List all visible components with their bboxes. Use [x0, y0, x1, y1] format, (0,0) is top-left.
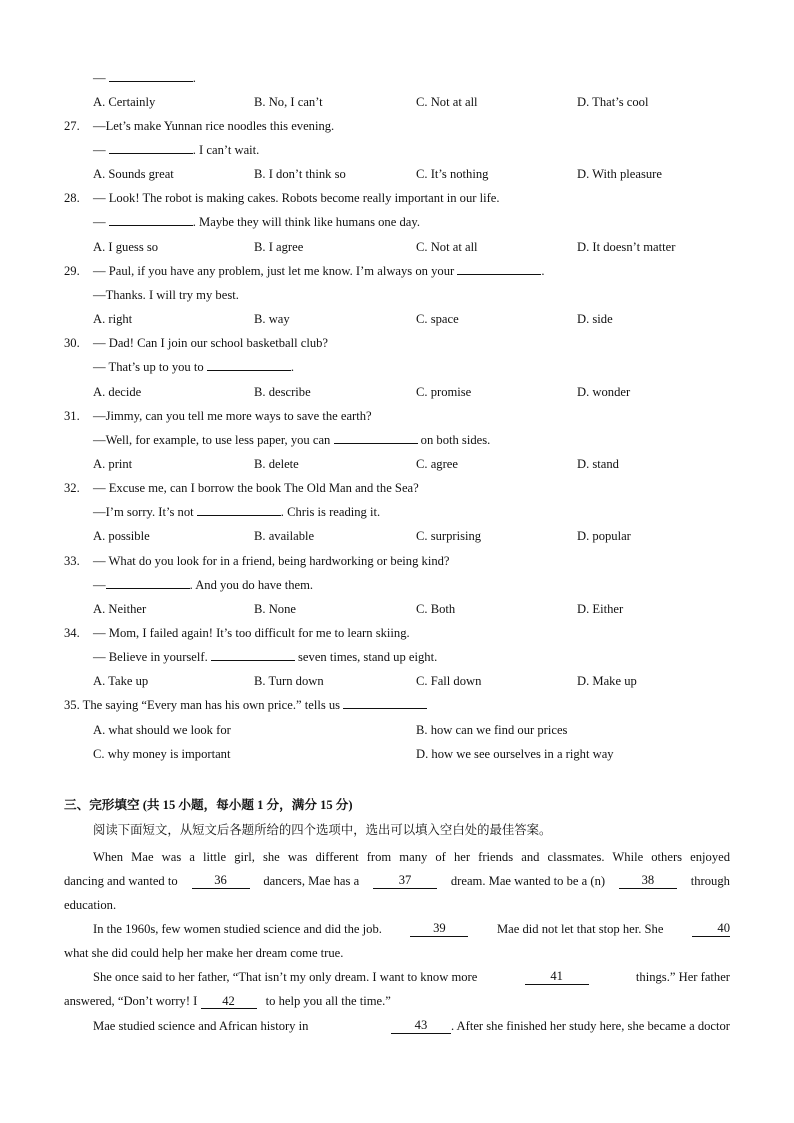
q33-option-a[interactable]: A. Neither — [93, 602, 147, 616]
q27-option-d[interactable]: D. With pleasure — [577, 167, 662, 181]
q33-answer-line: — . And you do have them. — [93, 578, 314, 592]
q28-option-a[interactable]: A. I guess so — [93, 240, 159, 254]
q35-prompt: 35. The saying “Every man has his own price.” tells us — [64, 697, 427, 713]
q35-blank[interactable] — [343, 697, 427, 709]
passage-p2-line2: what she did could help her make her dream come true. — [64, 946, 344, 960]
q33-option-c[interactable]: C. Both — [416, 602, 456, 616]
q32-blank[interactable] — [197, 504, 281, 516]
q30-option-a[interactable]: A. decide — [93, 385, 142, 399]
q34-answer-line: — Believe in yourself. seven times, stand up eight. — [93, 650, 438, 664]
q29-reply: —Thanks. I will try my best. — [93, 288, 239, 302]
q34-blank[interactable] — [211, 649, 295, 661]
q33-option-d[interactable]: D. Either — [577, 602, 624, 616]
q29-option-b[interactable]: B. way — [254, 312, 290, 326]
q32-option-d[interactable]: D. popular — [577, 529, 631, 543]
q31-blank[interactable] — [334, 432, 418, 444]
q31-answer-line: —Well, for example, to use less paper, you can on both sides. — [93, 433, 491, 447]
q31-number: 31. — [64, 409, 80, 423]
q33-blank[interactable] — [106, 577, 190, 589]
blank-41[interactable]: 41 — [525, 969, 589, 985]
q34-option-d[interactable]: D. Make up — [577, 674, 637, 688]
q28-option-d[interactable]: D. It doesn’t matter — [577, 240, 676, 254]
q35-option-c[interactable]: C. why money is important — [93, 747, 231, 761]
q35-option-a[interactable]: A. what should we look for — [93, 723, 231, 737]
q34-number: 34. — [64, 626, 80, 640]
q26-option-b[interactable]: B. No, I can’t — [254, 95, 323, 109]
q27-prompt: —Let’s make Yunnan rice noodles this evening. — [93, 119, 335, 133]
q27-blank[interactable] — [109, 142, 193, 154]
q30-answer-line: — That’s up to you to . — [93, 360, 294, 374]
q32-option-a[interactable]: A. possible — [93, 529, 150, 543]
q32-option-b[interactable]: B. available — [254, 529, 315, 543]
q32-number: 32. — [64, 481, 80, 495]
q29-number: 29. — [64, 264, 80, 278]
q33-number: 33. — [64, 554, 80, 568]
q35-option-d[interactable]: D. how we see ourselves in a right way — [416, 747, 614, 761]
passage-p1-line1: When Mae was a little girl, she was different from many of her friends and classmates. While others enjoyed — [93, 850, 730, 864]
q26-option-d[interactable]: D. That’s cool — [577, 95, 649, 109]
q27-option-b[interactable]: B. I don’t think so — [254, 167, 346, 181]
blank-38[interactable]: 38 — [619, 873, 677, 889]
q35-option-b[interactable]: B. how can we find our prices — [416, 723, 568, 737]
blank-43[interactable]: 43 — [391, 1018, 451, 1034]
blank-37[interactable]: 37 — [373, 873, 437, 889]
q32-prompt: — Excuse me, can I borrow the book The Old Man and the Sea? — [93, 481, 419, 495]
blank-40[interactable]: 40 — [692, 921, 730, 937]
q30-blank[interactable] — [207, 359, 291, 371]
blank-42[interactable]: 42 — [201, 994, 257, 1009]
passage-p2-line1: In the 1960s, few women studied science and did the job. 39 Mae did not let that stop her. She 40 — [93, 921, 730, 936]
passage-p1-line3: education. — [64, 898, 117, 912]
q30-option-c[interactable]: C. promise — [416, 385, 472, 399]
q32-option-c[interactable]: C. surprising — [416, 529, 482, 543]
q29-option-d[interactable]: D. side — [577, 312, 613, 326]
q28-number: 28. — [64, 191, 80, 205]
passage-p3-line1: She once said to her father, “That isn’t my only dream. I want to know more 41 things.” Her father — [93, 969, 730, 984]
passage-p4-line1: Mae studied science and African history in 43 . After she finished her study here, she became a doctor — [93, 1018, 730, 1033]
q31-option-c[interactable]: C. agree — [416, 457, 458, 471]
blank-39[interactable]: 39 — [410, 921, 468, 937]
q29-prompt: — Paul, if you have any problem, just let me know. I’m always on your . — [93, 264, 545, 278]
q28-answer-line: — . Maybe they will think like humans one day. — [93, 215, 420, 229]
section-title: 三、完形填空 (共 15 小题，每小题 1 分，满分 15 分) — [64, 798, 353, 812]
q27-option-c[interactable]: C. It’s nothing — [416, 167, 489, 181]
q26-blank[interactable] — [109, 70, 193, 82]
q28-blank[interactable] — [109, 214, 193, 226]
q30-number: 30. — [64, 336, 80, 350]
q34-option-a[interactable]: A. Take up — [93, 674, 149, 688]
q27-answer-line: — . I can’t wait. — [93, 143, 260, 157]
q27-number: 27. — [64, 119, 80, 133]
q31-option-b[interactable]: B. delete — [254, 457, 299, 471]
q28-option-c[interactable]: C. Not at all — [416, 240, 478, 254]
q29-option-c[interactable]: C. space — [416, 312, 459, 326]
q31-option-d[interactable]: D. stand — [577, 457, 619, 471]
passage-p3-line2: answered, “Don’t worry! I 42 to help you all the time.” — [64, 994, 391, 1008]
q29-option-a[interactable]: A. right — [93, 312, 133, 326]
q32-answer-line: —I’m sorry. It’s not . Chris is reading it. — [93, 505, 381, 519]
q31-option-a[interactable]: A. print — [93, 457, 133, 471]
q26-option-c[interactable]: C. Not at all — [416, 95, 478, 109]
q33-prompt: — What do you look for in a friend, being hardworking or being kind? — [93, 554, 450, 568]
q28-prompt: — Look! The robot is making cakes. Robots become really important in our life. — [93, 191, 500, 205]
q29-blank[interactable] — [457, 263, 541, 275]
q34-option-b[interactable]: B. Turn down — [254, 674, 324, 688]
q27-option-a[interactable]: A. Sounds great — [93, 167, 174, 181]
q33-option-b[interactable]: B. None — [254, 602, 296, 616]
q26-answer-line: — . — [93, 71, 196, 85]
section-instruction: 阅读下面短文，从短文后各题所给的四个选项中，选出可以填入空白处的最佳答案。 — [93, 822, 552, 837]
q31-prompt: —Jimmy, can you tell me more ways to save the earth? — [93, 409, 372, 423]
passage-p1-line2: dancing and wanted to 36 dancers, Mae has a 37 dream. Mae wanted to be a (n) 38 through — [64, 873, 730, 888]
q26-option-a[interactable]: A. Certainly — [93, 95, 156, 109]
q28-option-b[interactable]: B. I agree — [254, 240, 304, 254]
q34-option-c[interactable]: C. Fall down — [416, 674, 482, 688]
q30-prompt: — Dad! Can I join our school basketball club? — [93, 336, 329, 350]
q30-option-b[interactable]: B. describe — [254, 385, 311, 399]
q30-option-d[interactable]: D. wonder — [577, 385, 631, 399]
blank-36[interactable]: 36 — [192, 873, 250, 889]
q34-prompt: — Mom, I failed again! It’s too difficult for me to learn skiing. — [93, 626, 410, 640]
